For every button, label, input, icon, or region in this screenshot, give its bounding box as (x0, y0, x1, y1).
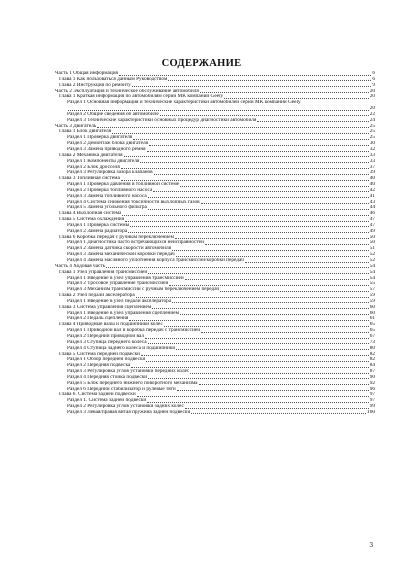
toc-entry-page: 40 (369, 182, 375, 188)
toc-entry-title: Глава 4 Выхлопная система (59, 211, 122, 217)
toc-entry-title: Часть 1 Общая информация (55, 71, 118, 76)
dot-leader (164, 326, 369, 327)
toc-entry-title: Раздел 6 Передний стабилизатор и рулевые тяги (67, 386, 176, 392)
toc-entry-page: 43 (369, 199, 375, 205)
toc-entry-title: Раздел 1. Система задней подвески (67, 398, 147, 404)
toc-entry-page: 80 (369, 345, 375, 351)
toc-entry-page: 100 (367, 409, 375, 415)
toc-entry-title: Глава 6 Коробка передач с ручным переключением (59, 234, 174, 240)
toc-entry-page: 97 (369, 398, 375, 404)
dot-leader (124, 156, 369, 157)
toc-entry-title: Глава 1 Блок двигателя (59, 129, 112, 135)
dot-leader (185, 408, 369, 409)
dot-leader (131, 367, 368, 368)
toc-entry-page: 61 (369, 316, 375, 322)
dot-leader (200, 92, 369, 93)
toc-entry-title: Раздел 1 Введение в узел педали акселератора (67, 298, 172, 304)
toc-entry-title: Глава 5 Система охлаждения (59, 217, 125, 223)
dot-leader (148, 378, 369, 379)
dot-leader (121, 180, 369, 181)
toc-entry-page: 33 (369, 158, 375, 164)
toc-entry-title: Раздел 2 Замена радиатора (67, 228, 128, 234)
dot-leader (128, 232, 369, 233)
toc-entry-title: Раздел 3 Регулировка углов установки передних колес (67, 369, 190, 375)
toc-entry-page: 44 (369, 205, 375, 211)
toc-entry-page: 60 (369, 304, 375, 310)
dot-leader (121, 168, 369, 169)
dot-leader (145, 338, 369, 339)
toc-entry-page: 52 (369, 258, 375, 263)
toc-entry-title: Глава 5 Система передней подвески (59, 351, 141, 357)
toc-entry-title: Раздел 4 Система снижения токсичности выхлопных газов (67, 199, 200, 205)
toc-entry-title: Раздел 3 Ступица переднего колеса (67, 339, 147, 345)
dot-leader (205, 244, 369, 245)
toc-entry-title: Глава 3 Система управления сцеплением (59, 304, 152, 310)
toc-entry-page: 20 (369, 88, 375, 94)
dot-leader (175, 238, 369, 239)
dot-leader (147, 151, 369, 152)
toc-entry-title: Раздел 1 Приводной вал и коробка передач с трансмиссией (67, 328, 201, 334)
dot-leader (68, 110, 369, 111)
dot-leader (199, 384, 369, 385)
toc-entry-title: Раздел 3 Замена приводного ремня (67, 146, 146, 152)
toc-entry-title: Раздел 2 Блок дросселя (67, 164, 120, 170)
toc-entry-page: 33 (369, 152, 375, 158)
toc-entry-title: Глава 1 Узел управления трансмиссией (59, 269, 148, 275)
toc-entry-title: Часть 2 Эксплуатация и техническое обслуживание автомобиля (55, 88, 199, 94)
dot-leader (190, 373, 368, 374)
toc-entry-page: 9 (372, 82, 375, 88)
dot-leader (185, 279, 369, 280)
toc-entry-page: 65 (369, 322, 375, 328)
toc-entry-page: 37 (369, 164, 375, 170)
page-number: 3 (369, 541, 373, 549)
toc-entry-page: 50 (369, 240, 375, 246)
toc-entry-page: 25 (369, 129, 375, 135)
dot-leader (201, 203, 369, 204)
toc-entry-page: 6 (372, 71, 375, 76)
dot-leader (136, 297, 369, 298)
toc-entry-title: Часть 4 Ходовая часть (55, 263, 106, 269)
dot-leader (191, 413, 366, 414)
toc-entry-title: Раздел 1 Компоненты двигателя (67, 158, 140, 164)
toc-entry-page: 92 (369, 380, 375, 386)
dot-leader (119, 75, 371, 76)
dot-leader (172, 302, 369, 303)
dot-leader (146, 361, 368, 362)
toc-entry-title: Глава 6. Система задней подвески (59, 392, 136, 398)
toc-entry-page: 6 (372, 76, 375, 82)
toc-entry-page: 39 (369, 170, 375, 176)
toc-entry-title: Раздел 3 Замена топливного насоса (67, 193, 147, 199)
toc-entry-page: 22 (369, 111, 375, 117)
dot-leader (160, 115, 369, 116)
toc-entry-page: 47 (369, 217, 375, 223)
toc-section[interactable] (55, 410, 375, 416)
dot-leader (148, 343, 369, 344)
toc-entry-title: Раздел 2 Передняя подвеска (67, 363, 131, 369)
dot-leader (172, 250, 369, 251)
toc-entry-page: 59 (369, 293, 375, 299)
toc-entry-title: Раздел 1 Проверка давления в топливной системе (67, 182, 180, 188)
toc-entry-page: 87 (369, 369, 375, 375)
dot-leader (147, 402, 369, 403)
dot-leader (141, 355, 369, 356)
dot-leader (129, 320, 368, 321)
dot-leader (201, 332, 369, 333)
dot-leader (177, 390, 369, 391)
toc-entry-page: 82 (369, 357, 375, 363)
toc-entry-page: 52 (369, 252, 375, 258)
toc-entry-title: Раздел 3 Левая/правая витая пружина задней подвески (67, 409, 191, 415)
toc-entry-page: 51 (369, 246, 375, 252)
toc-entry-title: Раздел 2 Педаль сцепления (67, 316, 129, 322)
toc-entry-page: 20 (369, 106, 375, 112)
table-of-contents (55, 71, 375, 416)
dot-leader (133, 139, 369, 140)
dot-leader (153, 191, 368, 192)
toc-entry-page: 99 (369, 404, 375, 410)
dot-leader (130, 226, 369, 227)
toc-entry-page: 32 (369, 146, 375, 152)
toc-entry-title: Глава 4 Приводные валы и подшипники колес (59, 322, 163, 328)
toc-entry-title: Раздел 4 Ступица заднего колеса и подшипники (67, 345, 176, 351)
toc-entry-title: Раздел 3 Регулировка зазора клапанов (67, 170, 153, 176)
toc-entry-title: Раздел 4 Передняя стойка подвески (67, 374, 148, 380)
toc-entry-page: 57 (369, 287, 375, 293)
toc-entry-title: Раздел 2 Общие сведения об автомобиле (67, 111, 159, 117)
toc-entry-page: 60 (369, 310, 375, 316)
dot-leader (140, 162, 368, 163)
dot-leader (220, 291, 369, 292)
toc-entry-title: Глава 2 Узел педали акселератора (59, 293, 135, 299)
toc-entry-page: 30 (369, 141, 375, 147)
toc-entry-page: 25 (369, 123, 375, 129)
toc-entry-page: 25 (369, 135, 375, 141)
dot-leader (122, 215, 368, 216)
toc-entry-page: 41 (369, 193, 375, 199)
toc-entry-page: 59 (369, 298, 375, 304)
toc-entry-page: 40 (369, 176, 375, 182)
dot-leader (149, 145, 369, 146)
toc-entry-title: Раздел 2 Проверка топливного насоса (67, 187, 153, 193)
dot-leader (168, 80, 371, 81)
dot-leader (125, 221, 369, 222)
dot-leader (106, 267, 369, 268)
toc-entry-page: 47 (369, 222, 375, 228)
toc-entry-page: 82 (369, 351, 375, 357)
toc-entry-title: Раздел 1 Введение в узел управления трансмиссией (67, 275, 184, 281)
toc-entry-title: Раздел 1 Проверка системы (67, 222, 130, 228)
toc-entry-page: 20 (369, 94, 375, 100)
toc-entry-page: 55 (369, 281, 375, 287)
toc-entry-title: Раздел 5 Блок переднего нижнего поворотного механизма (67, 380, 198, 386)
dot-leader (176, 256, 369, 257)
toc-entry-title: Раздел 3 Технические характеристики основных процедур диагностики автомобиля (67, 117, 257, 123)
toc-entry-title: Раздел 3 Замена механической коробки передач (67, 252, 175, 258)
toc-entry-page: 54 (369, 275, 375, 281)
toc-entry-page: 84 (369, 363, 375, 369)
toc-entry-title: Раздел 4 Замена масляного уплотнения корпуса трансмиссии/коробки передач (67, 258, 244, 263)
toc-entry-title: Раздел 2 Регулировка углов установки задних колес (67, 404, 184, 410)
toc-entry-page: 97 (369, 392, 375, 398)
toc-entry-title: Раздел 1 Проверка двигателя (67, 135, 133, 141)
toc-entry-page: 42 (369, 187, 375, 193)
dot-leader (148, 197, 369, 198)
toc-entry-title: Часть 3 Двигатель (55, 123, 97, 129)
dot-leader (257, 121, 368, 122)
toc-entry-title: Раздел 1 Диагностика часто встречающихся неисправностей (67, 240, 204, 246)
toc-entry-title: Раздел 1 Основная информация и технические характеристики автомобилей серии MK компании Geely (67, 100, 301, 106)
toc-entry-page: 46 (369, 211, 375, 217)
toc-entry-title: Раздел 5 Замена угольного фильтра (67, 205, 147, 211)
toc-entry-title: Раздел 1 Обзор передней подвески (67, 357, 146, 363)
toc-entry-page: 73 (369, 339, 375, 345)
toc-entry-page: 24 (369, 117, 375, 123)
dot-leader (154, 174, 369, 175)
toc-entry-title: Глава 3 Топливная система (59, 176, 120, 182)
toc-entry-page: 90 (369, 374, 375, 380)
toc-entry-page: 54 (369, 263, 375, 269)
dot-leader (180, 186, 369, 187)
toc-entry-page: 54 (369, 269, 375, 275)
dot-leader (112, 133, 369, 134)
dot-leader (245, 262, 369, 263)
dot-leader (148, 209, 369, 210)
dot-leader (180, 314, 369, 315)
dot-leader (137, 396, 369, 397)
toc-entry-page: 65 (369, 328, 375, 334)
toc-entry-page: 96 (369, 386, 375, 392)
toc-entry-title: Раздел 2 Тросовое управление трансмиссией (67, 281, 169, 287)
dot-leader (152, 308, 369, 309)
toc-entry-title: Глава 1 Краткая информация по автомобилям серии MK компании Geely (59, 94, 224, 100)
toc-entry-title: Глава 2 Механика двигателя (59, 152, 123, 158)
toc-entry-title: Глава 1 Как пользоваться данным Руководством (59, 76, 168, 82)
dot-leader (169, 285, 368, 286)
toc-entry-title: Раздел 1 Введение в узел управления сцеплением (67, 310, 179, 316)
page-title: СОДЕРЖАНИЕ (161, 58, 242, 69)
dot-leader (148, 273, 368, 274)
toc-entry-title: Раздел 3 Механизм трансмиссии с ручным переключением передач (67, 287, 220, 293)
dot-leader (176, 349, 368, 350)
toc-entry-page: 49 (369, 228, 375, 234)
toc-entry-title: Раздел 2 Замена датчика скорости автомобиля (67, 246, 172, 252)
toc-entry-title: Раздел 2 Передний приводной вал (67, 333, 144, 339)
toc-entry-page: 50 (369, 234, 375, 240)
dot-leader (132, 86, 371, 87)
toc-entry-title: Глава 2 Инструкция по ремонту (59, 82, 131, 88)
toc-entry-title: Раздел 2 Демонтаж блока двигателя (67, 141, 149, 147)
dot-leader (224, 98, 368, 99)
dot-leader (97, 127, 368, 128)
toc-entry-page: 67 (369, 333, 375, 339)
